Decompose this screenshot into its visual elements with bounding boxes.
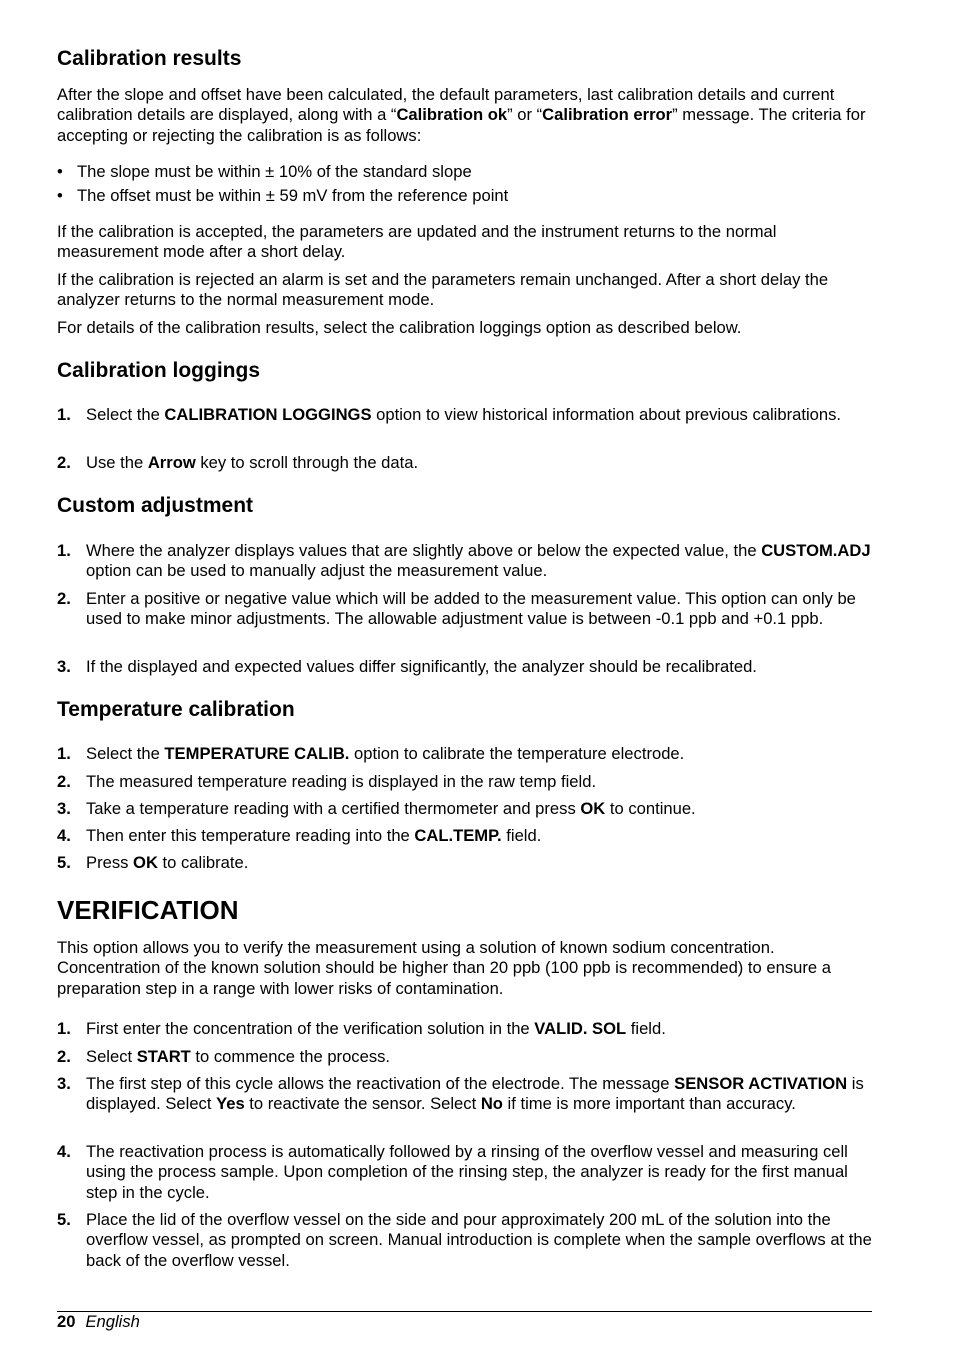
paragraph-results-intro: After the slope and offset have been calculated, the default parameters, last calibration details and current calibration details are displayed, along with a “Calibration ok” or “Calibration error” message. The criteria for accepting or rejecting the calibration is as follows: [57, 85, 866, 145]
heading-custom-adjustment: Custom adjustment [57, 494, 254, 517]
list-item: 1. Where the analyzer displays values that are slightly above or below the expected value, the CUSTOM.ADJ option can be used to manually adjust the measurement value. [57, 541, 871, 581]
paragraph: If the calibration is rejected an alarm is set and the parameters remain unchanged. After a short delay the analyzer returns to the normal measurement mode. [57, 270, 829, 310]
list-item: 2. The measured temperature reading is displayed in the raw temp field. [57, 772, 597, 791]
list-item: 3. Take a temperature reading with a certified thermometer and press OK to continue. [57, 799, 696, 818]
paragraph: For details of the calibration results, select the calibration loggings option as described below. [57, 318, 742, 337]
list-item: 1. Select the TEMPERATURE CALIB. option to calibrate the temperature electrode. [57, 744, 685, 763]
footer-language: English [85, 1312, 140, 1331]
list-item: 4. The reactivation process is automatically followed by a rinsing of the overflow vessel and measuring cell using the process sample. Upon completion of the rinsing step, the analyzer is ready for the first manual step in the cycle. [57, 1142, 848, 1202]
list-item: 2. Enter a positive or negative value which will be added to the measurement value. This option can only be used to make minor adjustments. The allowable adjustment value is between -0.1 ppb and +0.1 ppb. [57, 589, 856, 629]
list-item: 2. Use the Arrow key to scroll through the data. [57, 453, 419, 472]
footer-divider [57, 1311, 872, 1312]
list-item: 3. The first step of this cycle allows the reactivation of the electrode. The message SENSOR ACTIVATION is displayed. Select Yes to reactivate the sensor. Select No if time is more important than accuracy. [57, 1074, 864, 1114]
bullet-item: • The offset must be within ± 59 mV from the reference point [57, 186, 509, 205]
list-item: 1. Select the CALIBRATION LOGGINGS option to view historical information about previous calibrations. [57, 405, 842, 424]
heading-verification: VERIFICATION [57, 895, 239, 925]
paragraph-verification-intro: This option allows you to verify the measurement using a solution of known sodium concentration. Concentration of the known solution should be higher than 20 ppb (100 ppb is recommended) to ensure a preparation step in a range with lower risks of contamination. [57, 938, 831, 998]
list-item: 5. Place the lid of the overflow vessel on the side and pour approximately 200 mL of the solution into the overflow vessel, as prompted on screen. Manual introduction is complete when the sample overflows at the back of the overflow vessel. [57, 1210, 872, 1270]
heading-calibration-results: Calibration results [57, 47, 242, 70]
page-number: 20 [57, 1312, 76, 1331]
bullet-item: • The slope must be within ± 10% of the standard slope [57, 162, 472, 181]
list-item: 3. If the displayed and expected values differ significantly, the analyzer should be recalibrated. [57, 657, 757, 676]
page-footer [57, 1312, 140, 1332]
list-item: 2. Select START to commence the process. [57, 1047, 391, 1066]
heading-calibration-loggings: Calibration loggings [57, 359, 260, 382]
list-item: 5. Press OK to calibrate. [57, 853, 249, 872]
list-item: 1. First enter the concentration of the verification solution in the VALID. SOL field. [57, 1019, 666, 1038]
paragraph: If the calibration is accepted, the parameters are updated and the instrument returns to the normal measurement mode after a short delay. [57, 222, 777, 262]
heading-temperature-calibration: Temperature calibration [57, 698, 295, 721]
list-item: 4. Then enter this temperature reading into the CAL.TEMP. field. [57, 826, 542, 845]
bullet-mark: • [57, 186, 63, 205]
bullet-mark: • [57, 162, 63, 181]
